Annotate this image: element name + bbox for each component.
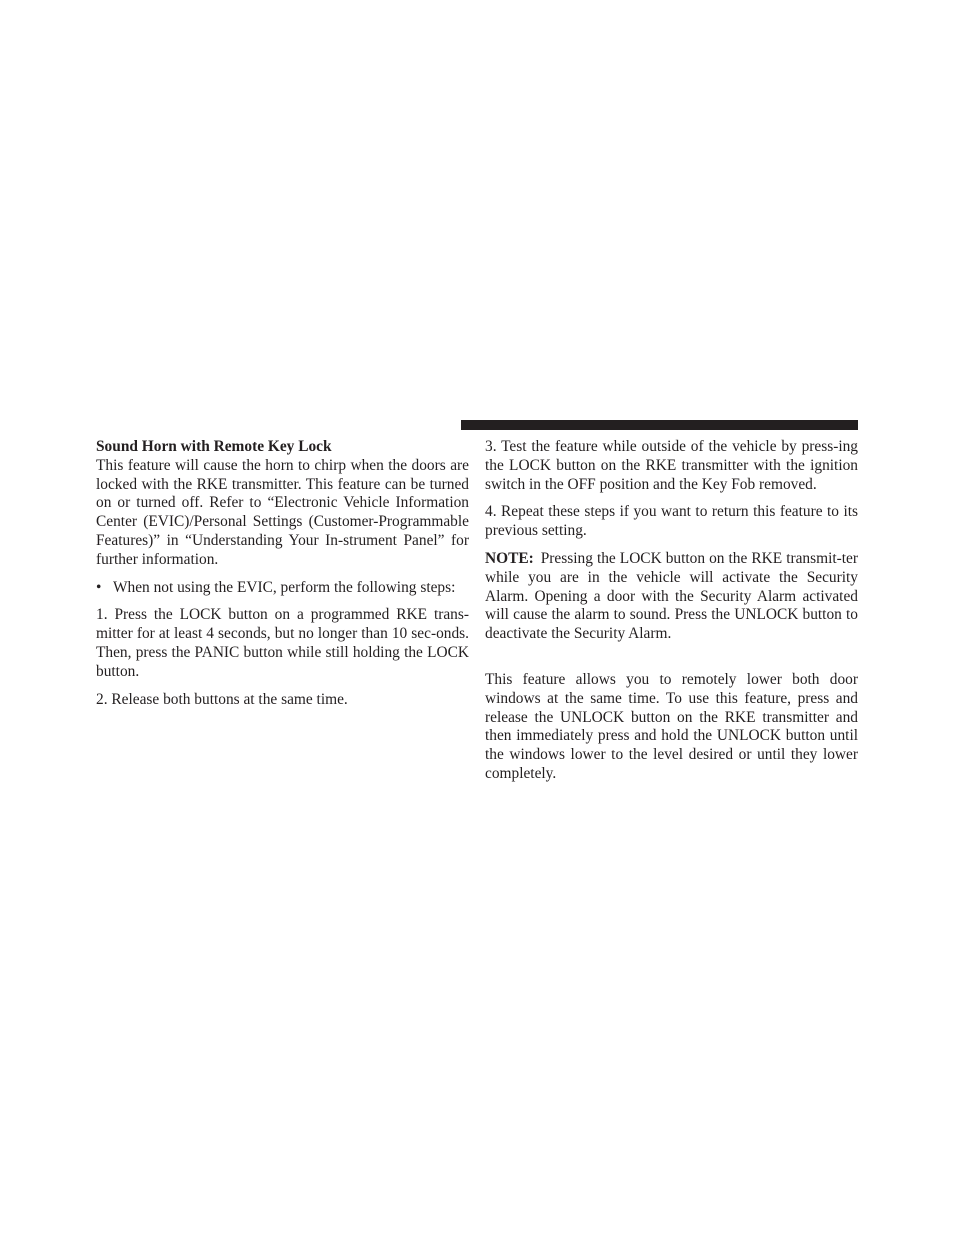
step-2: 2. Release both buttons at the same time. [96, 690, 348, 708]
step-1: 1. Press the LOCK button on a programmed RKE trans-mitter for at least 4 seconds, but no longer than 10 sec-onds. Then, press the PANIC button while still holding the LOCK button. [96, 606, 469, 680]
bullet-dot: • [96, 578, 102, 596]
step-3: 3. Test the feature while outside of the vehicle by press-ing the LOCK button on the RKE transmitter with the ignition switch in the OFF position and the Key Fob removed. [485, 438, 858, 493]
right-column [485, 438, 858, 793]
note-label: NOTE: [485, 549, 534, 567]
section-heading: Sound Horn with Remote Key Lock [96, 438, 332, 455]
step-4: 4. Repeat these steps if you want to return this feature to its previous setting. [485, 503, 858, 540]
bullet-item [96, 579, 469, 598]
left-column [96, 438, 469, 718]
section-divider-bar [461, 420, 858, 430]
note-text: Pressing the LOCK button on the RKE transmit-ter while you are in the vehicle will activate the Security Alarm. Opening a door with the Security Alarm activated will cause the alarm to sound. Press the UNLOCK button to deactivate the Security Alarm. [485, 549, 858, 643]
intro-paragraph: This feature will cause the horn to chirp when the doors are locked with the RKE transmitter. This feature can be turned on or turned off. Refer to “Electronic Vehicle Information Center (EVIC)/Personal Settings (Customer-Programmable Features)” in “Understanding Your In-strument Panel” for further information. [96, 456, 469, 568]
window-paragraph: This feature allows you to remotely lower both door windows at the same time. To use this feature, press and release the UNLOCK button on the RKE transmitter and then immediately press and hold the UNLOCK button until the windows lower to the level desired or until they lower completely. [485, 670, 858, 782]
bullet-text: When not using the EVIC, perform the following steps: [113, 578, 456, 596]
spacer [485, 653, 858, 671]
note-paragraph [485, 550, 858, 644]
